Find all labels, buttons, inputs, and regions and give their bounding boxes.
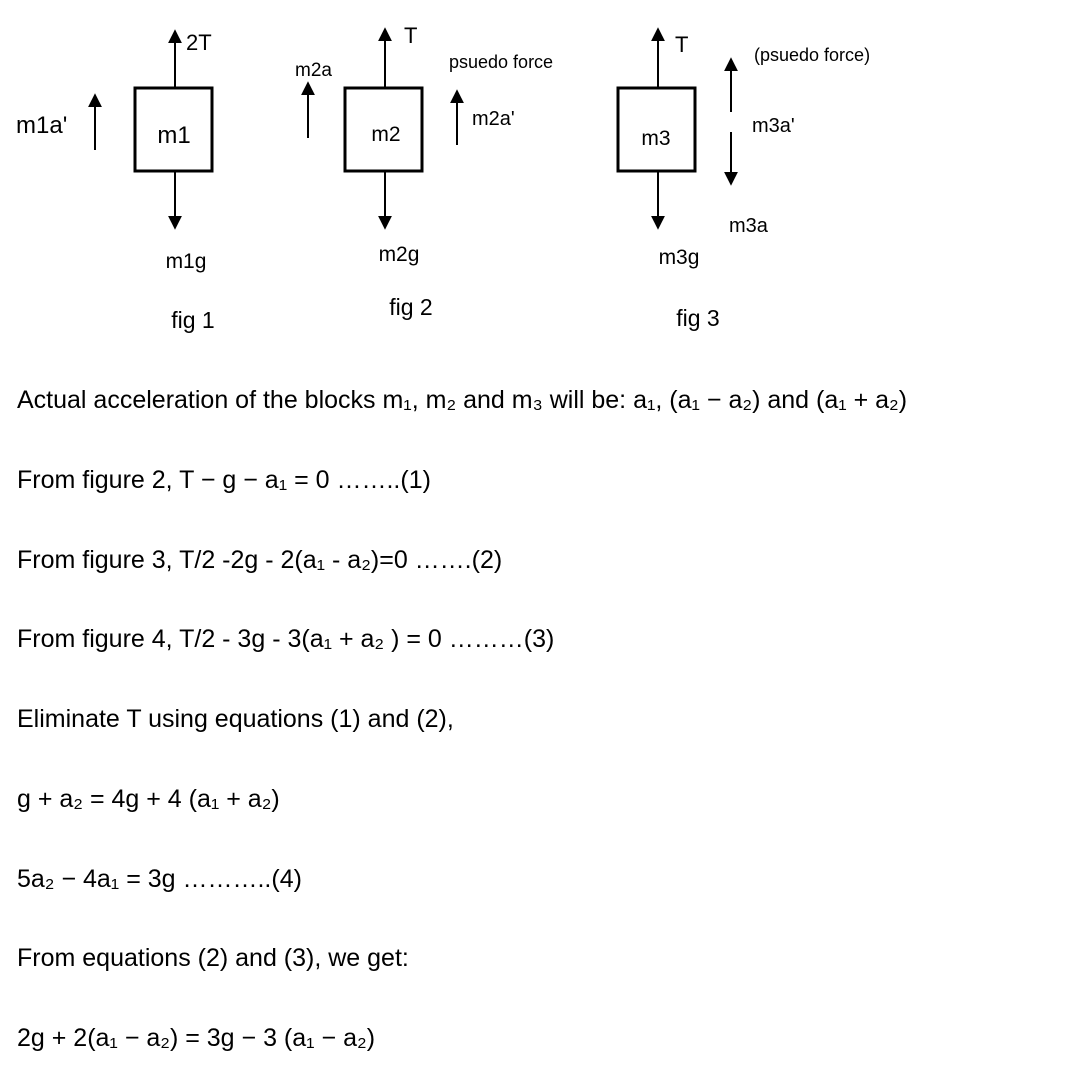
fig2-weight-label: m2g [378, 243, 420, 266]
fig3-pseudo-force-label: m3a' [752, 115, 795, 137]
fig2-block-label: m2 [371, 123, 401, 146]
fig2-caption: fig 2 [389, 294, 433, 320]
solution-line-4: From figure 4, T/2 - 3g - 3(a₁ + a₂ ) = 0 ………(3) [17, 625, 555, 653]
fig1-weight-label: m1g [165, 250, 207, 273]
solution-line-2: From figure 2, T − g − a₁ = 0 ……..(1) [17, 466, 431, 494]
fig3-block-label: m3 [641, 127, 671, 150]
fig3-acceleration-label: m3a [729, 215, 768, 237]
solution-line-3: From figure 3, T/2 -2g - 2(a₁ - a₂)=0 …….(2) [17, 546, 503, 574]
fig1-caption: fig 1 [171, 307, 215, 333]
fig3-caption: fig 3 [676, 305, 720, 331]
fig3-tension-label: T [675, 32, 689, 57]
fig1-pseudo-force-label: m1a' [16, 112, 68, 139]
fig3-weight-label: m3g [658, 246, 700, 269]
fig1-block-label: m1 [157, 122, 191, 149]
solution-line-7: 5a₂ − 4a₁ = 3g ………..(4) [17, 865, 302, 893]
fig2-pseudo-note: psuedo force [449, 52, 554, 72]
fig2-tension-label: T [404, 23, 418, 48]
fig3-pseudo-note: (psuedo force) [754, 45, 871, 65]
solution-line-1: Actual acceleration of the blocks m₁, m₂ and m₃ will be: a₁, (a₁ − a₂) and (a₁ + a₂) [17, 386, 908, 414]
free-body-diagrams [0, 0, 1080, 345]
solution-line-5: Eliminate T using equations (1) and (2), [17, 705, 454, 733]
fig2-acceleration-label: m2a [295, 60, 332, 81]
figure-1 [16, 30, 215, 333]
figure-3 [618, 30, 870, 331]
solution-line-8: From equations (2) and (3), we get: [17, 944, 409, 972]
figure-2 [295, 23, 553, 320]
solution-line-6: g + a₂ = 4g + 4 (a₁ + a₂) [17, 785, 280, 813]
fig1-tension-label: 2T [186, 30, 212, 55]
solution-line-9: 2g + 2(a₁ − a₂) = 3g − 3 (a₁ − a₂) [17, 1024, 376, 1052]
fig2-pseudo-force-label: m2a' [472, 108, 515, 130]
